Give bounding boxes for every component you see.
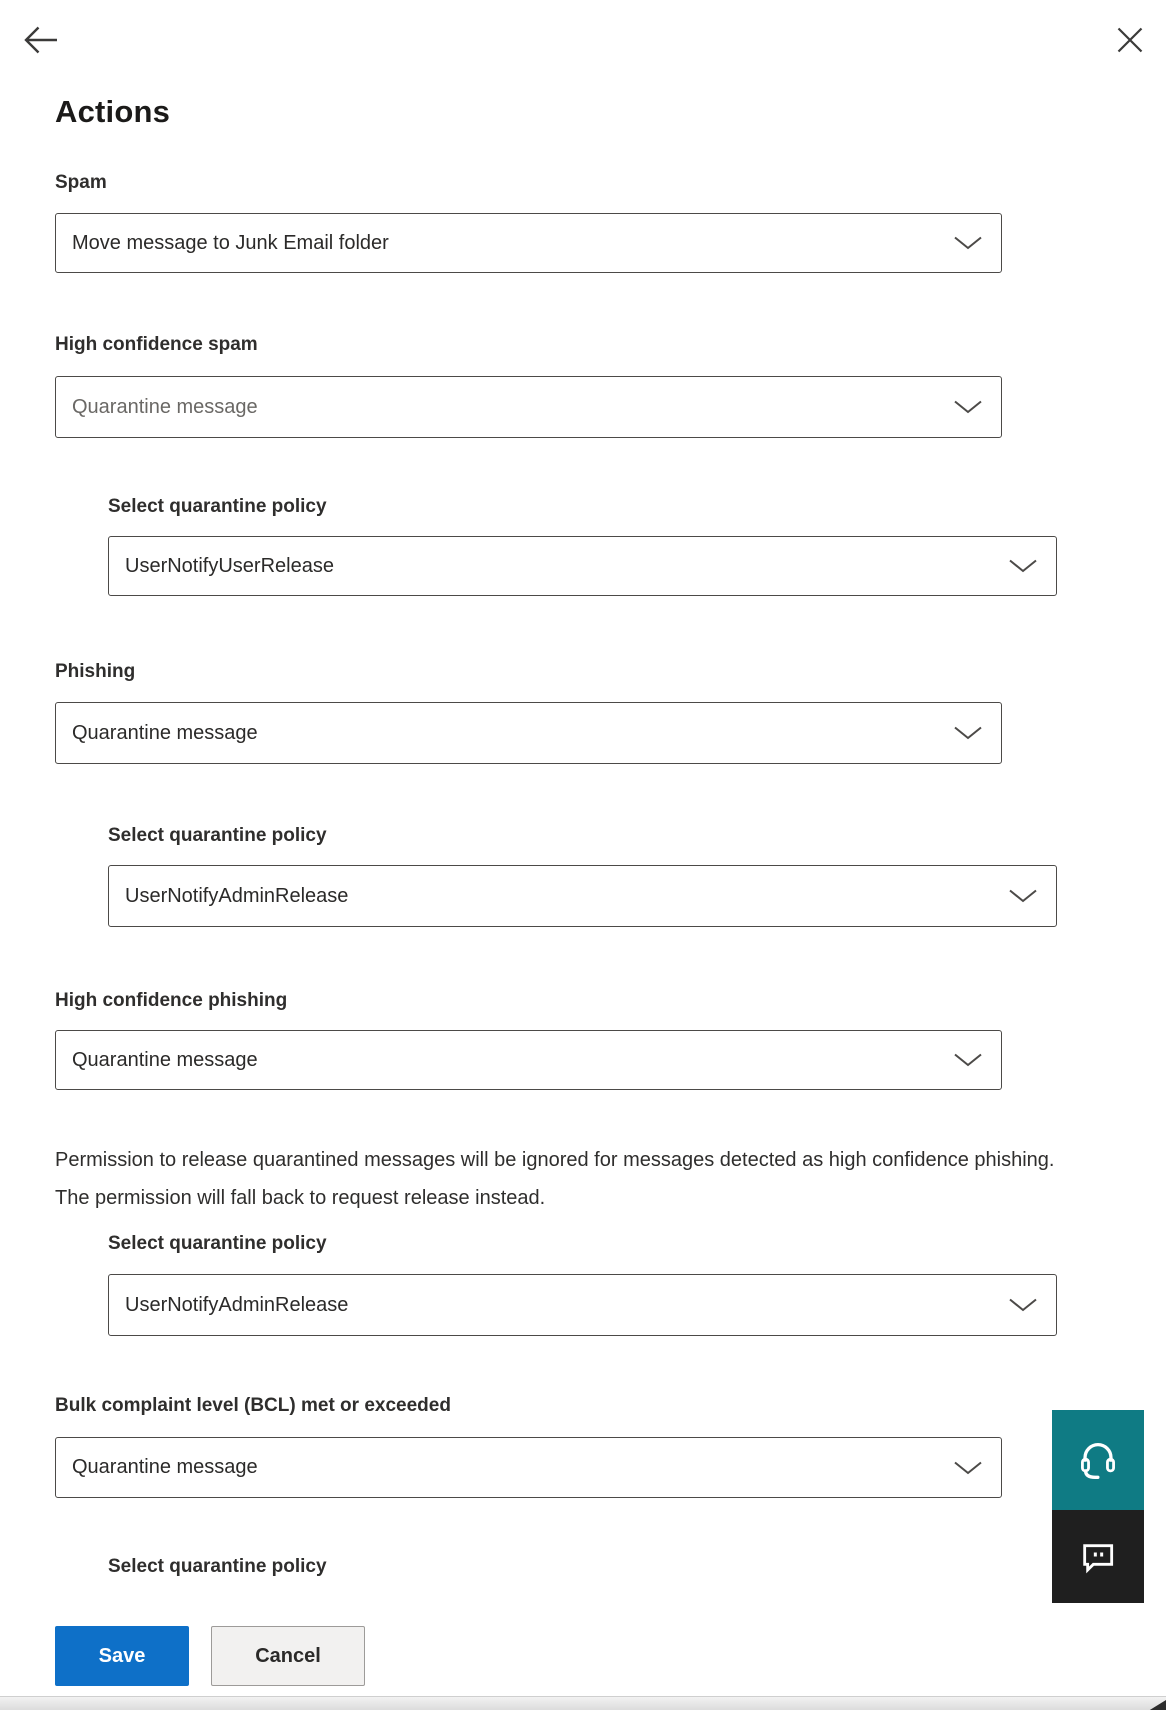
phishing-label: Phishing bbox=[55, 661, 136, 682]
save-button[interactable]: Save bbox=[55, 1626, 189, 1686]
feedback-speech-bubble-icon bbox=[1078, 1537, 1118, 1577]
chevron-down-icon bbox=[953, 236, 983, 251]
high-confidence-spam-dropdown-value: Quarantine message bbox=[72, 395, 258, 418]
chevron-down-icon bbox=[953, 400, 983, 415]
hcp-quarantine-policy-label: Select quarantine policy bbox=[108, 1233, 327, 1254]
spam-dropdown[interactable] bbox=[55, 213, 1002, 273]
bcl-quarantine-policy-label: Select quarantine policy bbox=[108, 1556, 327, 1577]
spam-label: Spam bbox=[55, 172, 107, 193]
bcl-dropdown-value: Quarantine message bbox=[72, 1456, 258, 1478]
bcl-dropdown[interactable] bbox=[55, 1437, 1002, 1498]
page-title: Actions bbox=[55, 94, 171, 129]
hcp-quarantine-policy-dropdown[interactable] bbox=[108, 1274, 1057, 1336]
high-confidence-spam-dropdown[interactable] bbox=[55, 376, 1002, 438]
high-confidence-phishing-label: High confidence phishing bbox=[55, 990, 288, 1011]
high-confidence-phishing-dropdown-value: Quarantine message bbox=[72, 1048, 258, 1071]
chevron-down-icon bbox=[953, 726, 983, 741]
feedback-button[interactable] bbox=[1052, 1510, 1144, 1603]
phishing-dropdown[interactable] bbox=[55, 702, 1002, 764]
back-arrow-icon bbox=[23, 24, 59, 56]
phishing-quarantine-policy-label: Select quarantine policy bbox=[108, 825, 327, 846]
phishing-quarantine-policy-dropdown[interactable] bbox=[108, 865, 1057, 927]
hcs-quarantine-policy-dropdown[interactable] bbox=[108, 536, 1057, 596]
hcp-permission-note: Permission to release quarantined messages will be ignored for messages detected as high confidence phishing. The permission will fall back to request release instead. bbox=[55, 1149, 1055, 1209]
close-icon bbox=[1116, 26, 1144, 54]
bottom-page-strip bbox=[0, 1696, 1166, 1710]
hcp-quarantine-policy-value: UserNotifyAdminRelease bbox=[125, 1293, 349, 1316]
chevron-down-icon bbox=[1008, 889, 1038, 904]
help-button[interactable] bbox=[1052, 1410, 1144, 1510]
phishing-quarantine-policy-value: UserNotifyAdminRelease bbox=[125, 884, 349, 907]
bcl-label: Bulk complaint level (BCL) met or exceeded bbox=[55, 1395, 451, 1416]
chevron-down-icon bbox=[953, 1460, 983, 1475]
chevron-down-icon bbox=[953, 1053, 983, 1068]
high-confidence-spam-label: High confidence spam bbox=[55, 334, 258, 355]
high-confidence-phishing-dropdown[interactable] bbox=[55, 1030, 1002, 1090]
hcs-quarantine-policy-label: Select quarantine policy bbox=[108, 496, 327, 517]
footer-command-bar bbox=[0, 1586, 1166, 1696]
chevron-down-icon bbox=[1008, 559, 1038, 574]
spam-dropdown-value: Move message to Junk Email folder bbox=[72, 231, 389, 254]
hcs-quarantine-policy-value: UserNotifyUserRelease bbox=[125, 554, 334, 577]
headset-icon bbox=[1077, 1437, 1119, 1483]
cancel-button[interactable]: Cancel bbox=[211, 1626, 365, 1686]
close-button[interactable] bbox=[1112, 22, 1148, 58]
chevron-down-icon bbox=[1008, 1298, 1038, 1313]
back-button[interactable] bbox=[22, 22, 60, 58]
phishing-dropdown-value: Quarantine message bbox=[72, 721, 258, 744]
